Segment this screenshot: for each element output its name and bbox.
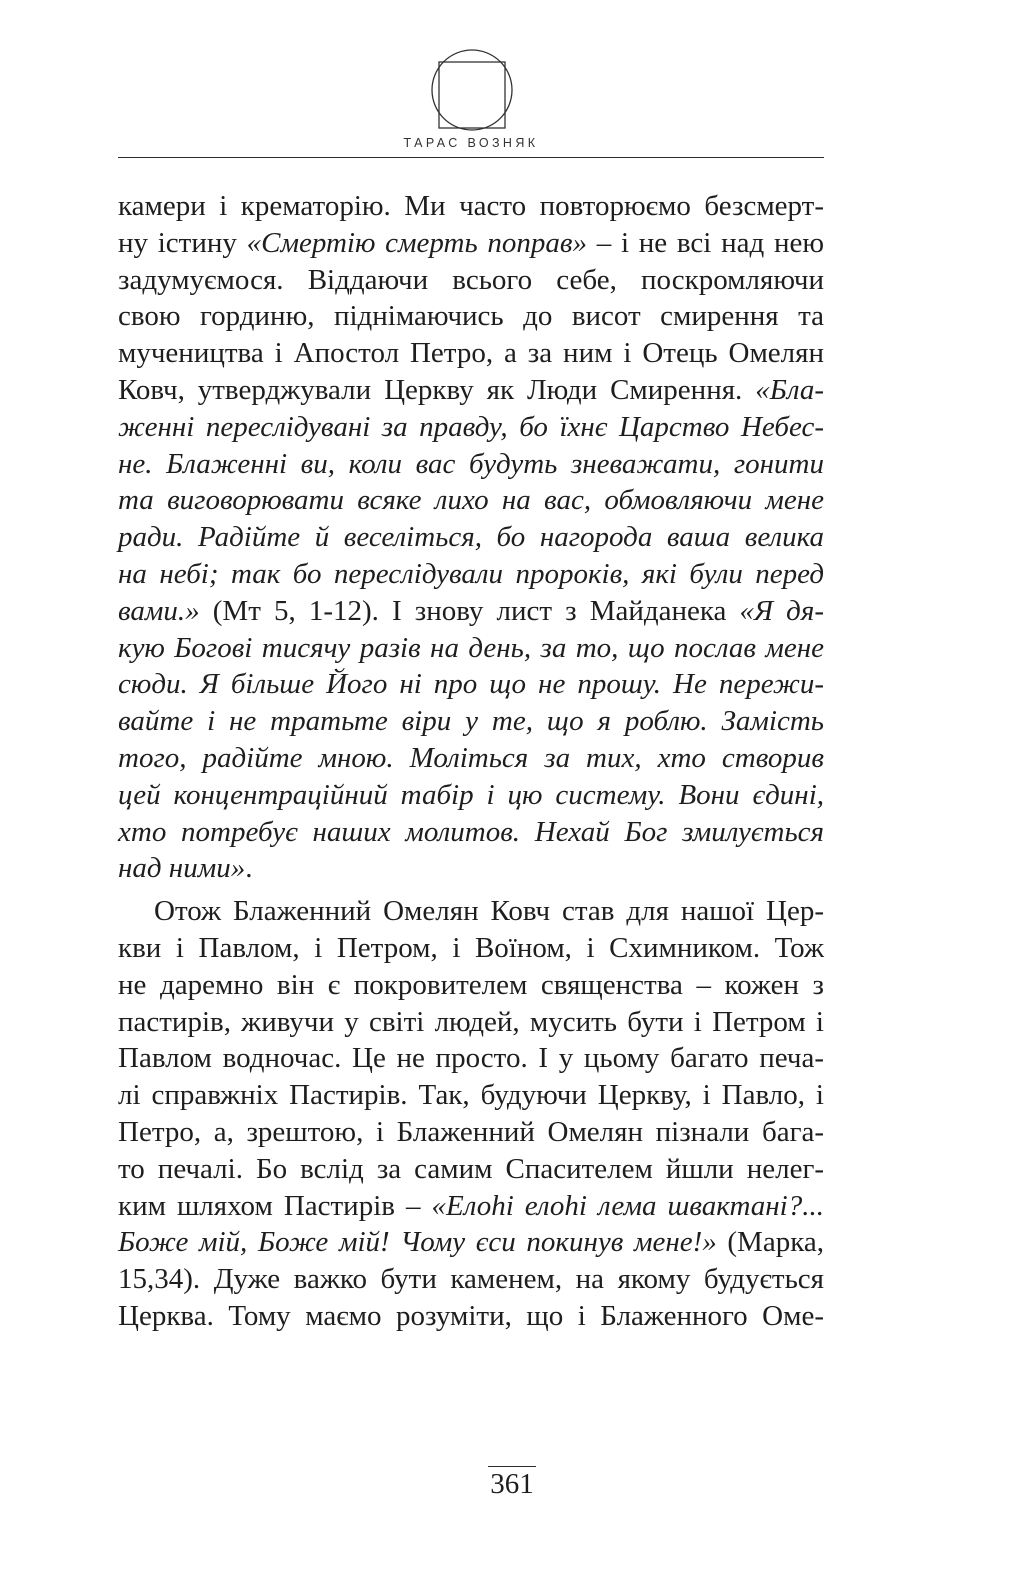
text-line [118,630,824,667]
text-segment: Петро, а, зрештою, і Блаженний Омелян пізнали бага- [118,1115,824,1148]
text-line [118,850,824,887]
italic-quote-segment: хто потребує наших молитов. Нехай Бог змилується [118,815,824,848]
italic-quote-segment: над ними» [118,852,246,885]
text-segment: (Мт 5, 1-12). І знову лист з Майданека [199,594,740,627]
header-rule [118,157,824,158]
text-segment: Церква. Тому маємо розуміти, що і Блаженного Оме- [118,1299,824,1332]
italic-quote-segment: на небі; так бо переслідували пророків, які були перед [118,557,824,590]
text-segment: Павлом водночас. Це не просто. І у цьому багато печа- [118,1042,824,1075]
text-line [118,298,824,335]
text-segment: кви і Павлом, і Петром, і Воїном, і Схимником. Тож [118,931,824,964]
text-segment: задумуємося. Віддаючи всього себе, поскромляючи [118,263,824,296]
text-line [118,1114,824,1151]
text-line [118,1188,824,1225]
text-segment: . [245,852,253,885]
italic-quote-segment: вами.» [118,594,200,627]
text-segment: Отож Блаженний Омелян Ковч став для нашої Цер- [154,895,824,928]
italic-quote-segment: «Елоhі елоhі лема швактані?... [431,1189,824,1222]
text-segment: лі справжніх Пастирів. Так, будуючи Церкву, і Павло, і [118,1079,824,1112]
italic-quote-segment: «Бла- [755,373,824,406]
text-line [118,519,824,556]
text-line [118,893,824,930]
text-segment: ну істину [118,226,247,259]
text-line [118,1151,824,1188]
body-text [118,188,824,1335]
italic-quote-segment: того, радійте мною. Моліться за тих, хто створив [118,741,824,774]
text-segment: (Марка, [716,1226,824,1259]
text-line [118,335,824,372]
italic-quote-segment: Боже мій, Боже мій! Чому єси покинув мене!» [118,1226,717,1259]
italic-quote-segment: цей концентраційний табір і цю систему. Вони єдині, [118,778,824,811]
text-line [118,740,824,777]
running-head-title: ТАРАС ВОЗНЯК [403,136,539,150]
text-line [118,777,824,814]
text-segment: ким шляхом Пастирів – [118,1189,432,1222]
text-line [118,372,824,409]
italic-quote-segment: женні переслідувані за правду, бо їхнє Царство Небес- [118,410,824,443]
text-segment: 15,34). Дуже важко бути каменем, на якому будується [118,1263,824,1296]
text-line [118,482,824,519]
text-segment: Ковч, утверджували Церкву як Люди Смирення. [118,373,756,406]
italic-quote-segment: не. Блаженні ви, коли вас будуть зневажати, гонити [118,447,824,480]
italic-quote-segment: вайте і не тратьте віри у те, що я роблю. Замість [118,705,824,738]
text-line [118,262,824,299]
text-line [118,556,824,593]
page-number [0,1466,1024,1501]
text-line [118,1261,824,1298]
text-line [118,703,824,740]
circle-square-emblem-icon [430,48,514,132]
text-line [118,1224,824,1261]
text-line [118,225,824,262]
italic-quote-segment: кую Богові тисячу разів на день, за то, що послав мене [118,631,824,664]
page-number-label: 361 [490,1468,534,1500]
text-line [118,188,824,225]
text-segment: свою гординю, піднімаючись до висот смирення та [118,300,824,333]
italic-quote-segment: ради. Радійте й веселіться, бо нагорода ваша велика [118,521,824,554]
text-segment: камери і крематорію. Ми часто повторюємо безсмерт- [118,190,824,222]
text-segment: то печалі. Бо вслід за самим Спасителем йшли нелег- [118,1152,824,1185]
italic-quote-segment: сюди. Я більше Його ні про що не прошу. Не пережи- [118,668,824,701]
italic-quote-segment: та виговорювати всяке лихо на вас, обмовляючи мене [118,484,824,517]
italic-quote-segment: «Я дя- [739,594,824,627]
text-segment: мучеництва і Апостол Петро, а за ним і Отець Омелян [118,337,824,370]
text-segment: не даремно він є покровителем священства – кожен з [118,968,824,1001]
text-line [118,814,824,851]
italic-quote-segment: «Смертію смерть поправ» [246,226,587,259]
text-line [118,967,824,1004]
text-line [118,1040,824,1077]
text-line [118,666,824,703]
text-line [118,409,824,446]
text-line [118,1298,824,1335]
text-line [118,1004,824,1041]
text-segment: – і не всі над нею [587,226,824,259]
text-line [118,446,824,483]
text-line [118,1077,824,1114]
text-line [118,593,824,630]
text-line [118,930,824,967]
text-segment: пастирів, живучи у світі людей, мусить бути і Петром і [118,1005,824,1038]
